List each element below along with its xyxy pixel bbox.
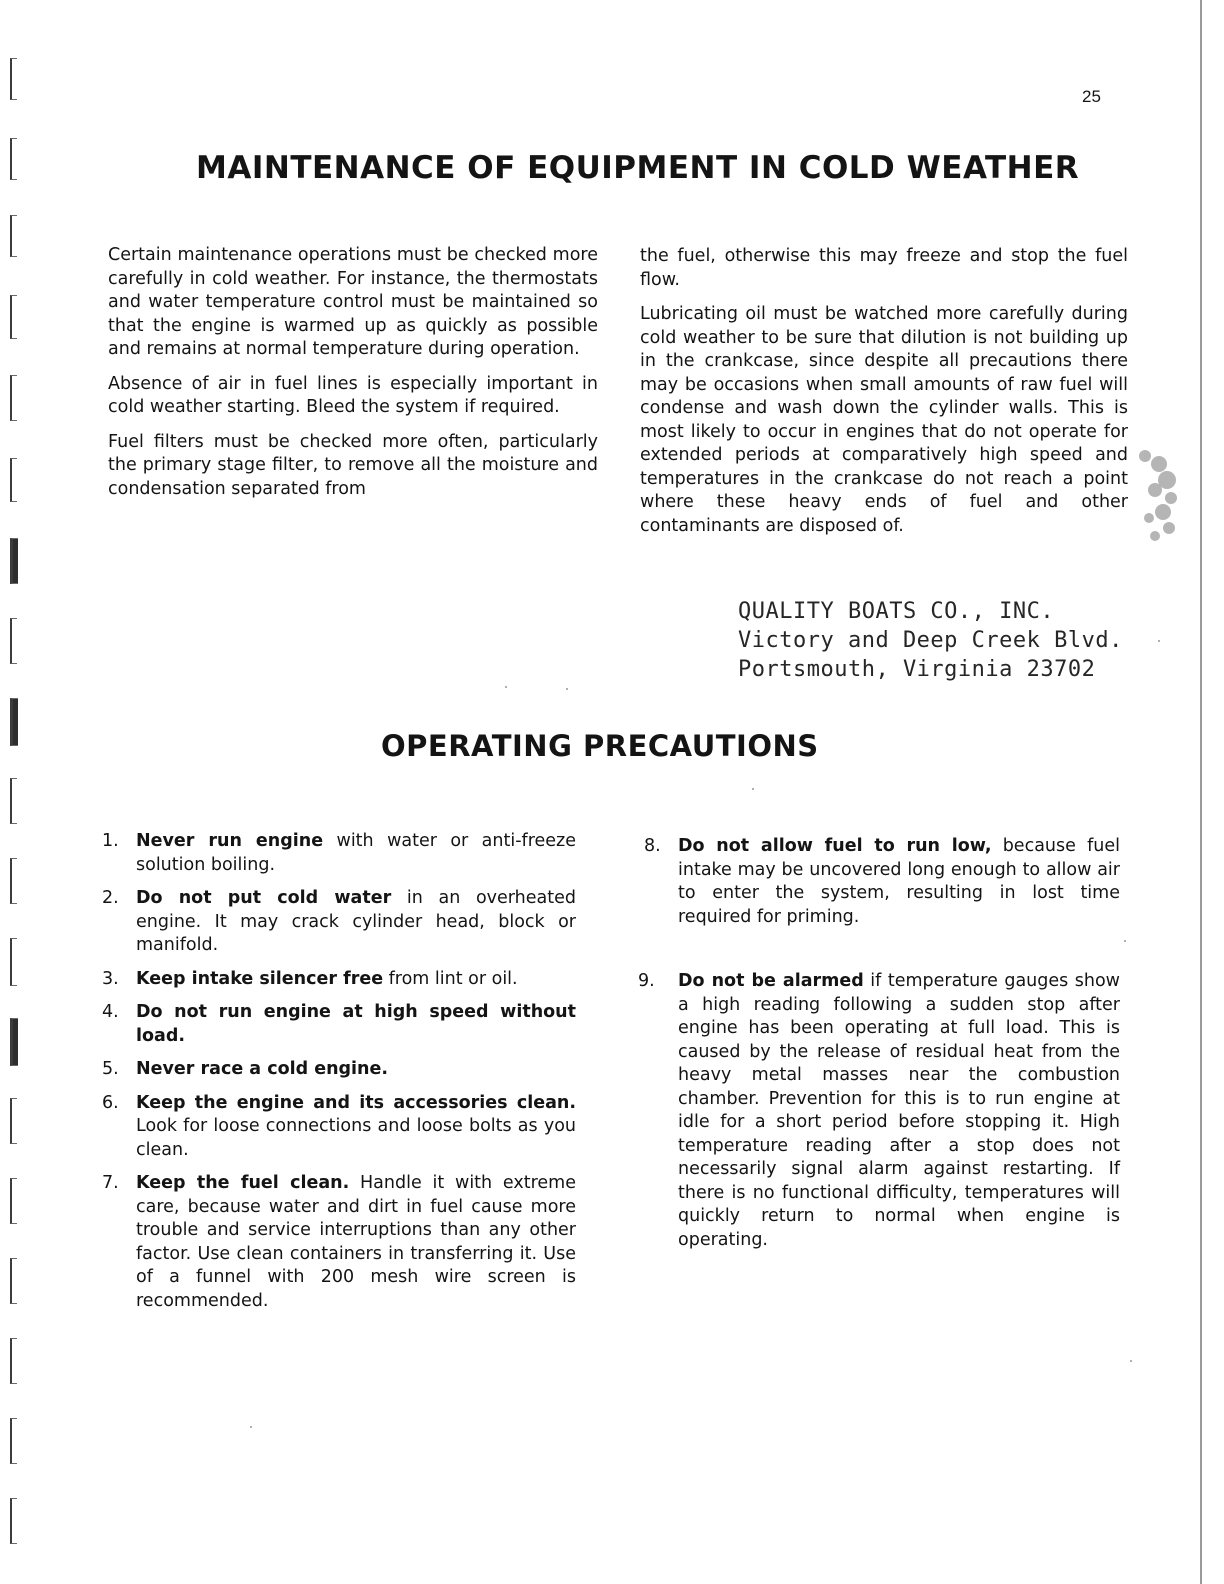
list-item <box>638 970 1120 1252</box>
binding-hole <box>10 618 17 664</box>
item-bold-text: Keep the engine and its accessories clean. <box>136 1092 576 1113</box>
paragraph: the fuel, otherwise this may freeze and stop the fuel flow. <box>640 246 1128 290</box>
item-bold-text: Do not run engine at high speed without load. <box>136 1002 576 1046</box>
list-item <box>102 1092 576 1163</box>
list-item <box>102 1172 576 1313</box>
binding-hole <box>10 375 17 421</box>
binding-hole <box>10 778 17 824</box>
scan-smudge <box>1125 446 1179 556</box>
binding-hole <box>10 1178 17 1224</box>
paragraph: Fuel filters must be checked more often, particularly the primary stage filter, to remove all the moisture and condensation separated from <box>108 431 598 499</box>
binding-hole <box>10 138 17 180</box>
list-item <box>102 830 576 877</box>
binding-hole <box>10 938 17 986</box>
scan-speck <box>1158 640 1160 642</box>
page-number: 25 <box>1082 87 1101 106</box>
item-text: Look for loose connections and loose bolts as you clean. <box>136 1116 576 1160</box>
scan-speck <box>752 788 754 790</box>
binding-hole <box>10 1418 17 1464</box>
precautions-list-left <box>102 830 576 1323</box>
item-number: 9. <box>638 971 655 991</box>
scan-speck <box>566 688 568 690</box>
item-number: 3. <box>102 968 119 989</box>
binding-hole <box>10 1098 17 1144</box>
item-bold-text: Do not put cold water <box>136 888 392 908</box>
list-item <box>644 835 1120 929</box>
paragraph: Lubricating oil must be watched more carefully during cold weather to be sure that dilution is not building up in the crankcase, since despite all precautions there may be occasions when small amounts of raw fuel will condense and wash down the cylinder walls. This is most likely to occur in engines that do not operate for extended periods at comparatively high speed and temperatures in the crankcase do not reach a point where these heavy ends of fuel and other contaminants are disposed of. <box>640 304 1128 536</box>
binding-hole <box>10 58 17 100</box>
text-column-right <box>640 245 1128 549</box>
item-number: 6. <box>102 1092 119 1113</box>
item-bold-text: Never race a cold engine. <box>136 1059 389 1079</box>
dealer-stamp <box>738 597 1123 684</box>
list-item <box>102 1058 576 1082</box>
item-text: because fuel intake may be uncovered long enough to allow air to enter the system, resulting in lost time required for priming. <box>678 836 1120 927</box>
item-number: 2. <box>102 888 119 908</box>
item-text: Handle it with extreme care, because water and dirt in fuel cause more trouble and service interruptions than any other factor. Use clean containers in transferring it. Use of a funnel with 200 mesh wire screen is recommended. <box>136 1173 576 1311</box>
binding-hole <box>10 538 18 584</box>
page-edge <box>1200 0 1202 1584</box>
list-item <box>102 968 576 992</box>
item-bold-text: Keep the fuel clean. <box>136 1173 350 1193</box>
item-bold-text: Do not be alarmed <box>678 971 864 991</box>
item-number: 8. <box>644 836 661 856</box>
scan-speck <box>505 686 507 688</box>
item-text: with water or anti-freeze solution boiling. <box>136 831 576 875</box>
stamp-city: Portsmouth, Virginia 23702 <box>738 657 1096 682</box>
binding-hole <box>10 1018 18 1066</box>
stamp-street: Victory and Deep Creek Blvd. <box>738 628 1123 653</box>
section-title-cold-weather: MAINTENANCE OF EQUIPMENT IN COLD WEATHER <box>196 150 1080 186</box>
paragraph: Certain maintenance operations must be checked more carefully in cold weather. For instance, the thermostats and water temperature control must be maintained so that the engine is warmed up as quickly as possible and remains at normal temperature during operation. <box>108 245 598 359</box>
stamp-company: QUALITY BOATS CO., INC. <box>738 599 1055 624</box>
list-item <box>102 1001 576 1048</box>
binding-hole <box>10 858 17 904</box>
scan-speck <box>250 1426 252 1428</box>
binding-hole <box>10 458 17 502</box>
item-text: in an overheated engine. It may crack cylinder head, block or manifold. <box>136 888 576 955</box>
text-column-left <box>108 244 598 512</box>
section-title-operating-precautions: OPERATING PRECAUTIONS <box>381 729 819 763</box>
binding-holes <box>2 0 24 1584</box>
item-number: 4. <box>102 1002 119 1022</box>
binding-hole <box>10 1338 17 1384</box>
binding-hole <box>10 1498 17 1544</box>
binding-hole <box>10 295 17 339</box>
scan-speck <box>1124 940 1126 942</box>
list-item <box>102 887 576 958</box>
item-number: 7. <box>102 1173 119 1193</box>
binding-hole <box>10 698 18 746</box>
item-number: 1. <box>102 831 119 851</box>
item-text: if temperature gauges show a high reading following a sudden stop after engine has been operating at full load. This is caused by the release of residual heat from the heavy metal masses near the combustion chamber. Prevention for this is to run engine at idle for a short period before stopping it. High temperature reading after a stop does not necessarily signal alarm against restarting. If there is no functional difficulty, temperatures will quickly return to normal when engine is operating. <box>678 971 1120 1250</box>
item-bold-text: Never run engine <box>136 831 324 851</box>
item-text: from lint or oil. <box>383 968 518 989</box>
binding-hole <box>10 1258 17 1304</box>
binding-hole <box>10 215 17 257</box>
scan-speck <box>1130 1360 1132 1362</box>
item-bold-text: Do not allow fuel to run low, <box>678 836 992 856</box>
item-number: 5. <box>102 1059 119 1079</box>
paragraph: Absence of air in fuel lines is especially important in cold weather starting. Bleed the system if required. <box>108 373 598 417</box>
precautions-list-right <box>638 835 1120 1262</box>
item-bold-text: Keep intake silencer free <box>136 968 384 989</box>
